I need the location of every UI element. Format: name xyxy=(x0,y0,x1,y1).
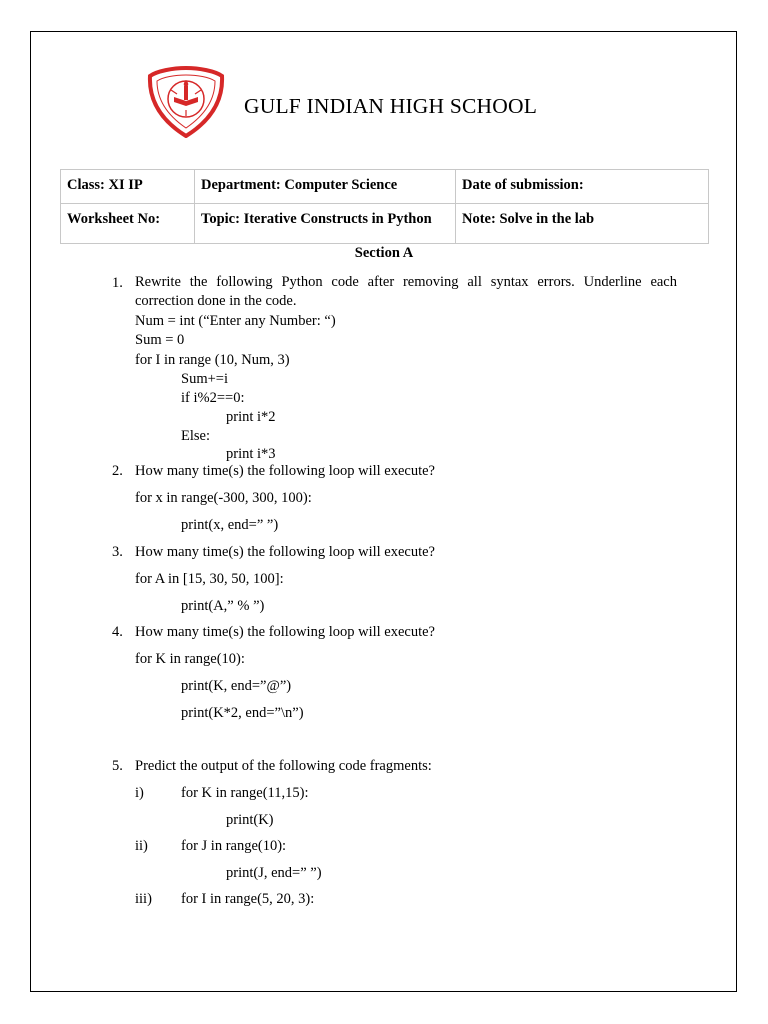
q5-number: 5. xyxy=(112,758,123,774)
q2-number: 2. xyxy=(112,463,123,479)
q5-part-label: iii) xyxy=(135,891,152,907)
q1-text: Rewrite the following Python code after removing all syntax errors. Underline each correction done in the code. xyxy=(135,274,677,309)
q5-part-label: ii) xyxy=(135,838,148,854)
q4-number: 4. xyxy=(112,624,123,640)
q5-part-code-line: for J in range(10): xyxy=(181,838,287,854)
q1-code-line: Sum = 0 xyxy=(135,332,185,348)
q5-part-label: i) xyxy=(135,785,144,801)
q4-text: How many time(s) the following loop will execute? xyxy=(135,624,435,640)
q3-number: 3. xyxy=(112,544,123,560)
q1-code-line: Sum+=i xyxy=(181,371,228,387)
section-title: Section A xyxy=(354,245,414,261)
q5-part-code-line: for I in range(5, 20, 3): xyxy=(181,891,315,907)
info-table xyxy=(60,169,709,244)
q5-text: Predict the output of the following code fragments: xyxy=(135,758,432,774)
q1-code-line: Else: xyxy=(181,428,210,444)
q1-code-line: Num = int (“Enter any Number: “) xyxy=(135,313,336,329)
note-cell: Note: Solve in the lab xyxy=(456,204,709,244)
q2-code-line: print(x, end=” ”) xyxy=(181,517,279,533)
class-cell: Class: XI IP xyxy=(61,170,195,204)
date-of-submission-cell: Date of submission: xyxy=(456,170,709,204)
q5-part-code-line: for K in range(11,15): xyxy=(181,785,309,801)
department-cell: Department: Computer Science xyxy=(195,170,456,204)
school-logo-emblem xyxy=(147,66,225,138)
q1-number: 1. xyxy=(112,275,123,291)
q1-code-line: if i%2==0: xyxy=(181,390,245,406)
q4-code-line: print(K*2, end=”\n”) xyxy=(181,705,304,721)
q5-part-code-line: print(J, end=” ”) xyxy=(226,865,322,881)
q1-code-line: print i*3 xyxy=(226,446,276,462)
q1-code-line: print i*2 xyxy=(226,409,276,425)
q4-code-line: for K in range(10): xyxy=(135,651,245,667)
q1-code-line: for I in range (10, Num, 3) xyxy=(135,352,290,368)
q5-part-code-line: print(K) xyxy=(226,812,274,828)
worksheet-no-cell: Worksheet No: xyxy=(61,204,195,244)
q3-code-line: for A in [15, 30, 50, 100]: xyxy=(135,571,284,587)
q2-code-line: for x in range(-300, 300, 100): xyxy=(135,490,312,506)
q2-text: How many time(s) the following loop will execute? xyxy=(135,463,435,479)
q3-code-line: print(A,” % ”) xyxy=(181,598,265,614)
school-name: GULF INDIAN HIGH SCHOOL xyxy=(244,94,538,118)
q4-code-line: print(K, end=”@”) xyxy=(181,678,292,694)
q3-text: How many time(s) the following loop will execute? xyxy=(135,544,435,560)
topic-cell: Topic: Iterative Constructs in Python xyxy=(195,204,456,244)
